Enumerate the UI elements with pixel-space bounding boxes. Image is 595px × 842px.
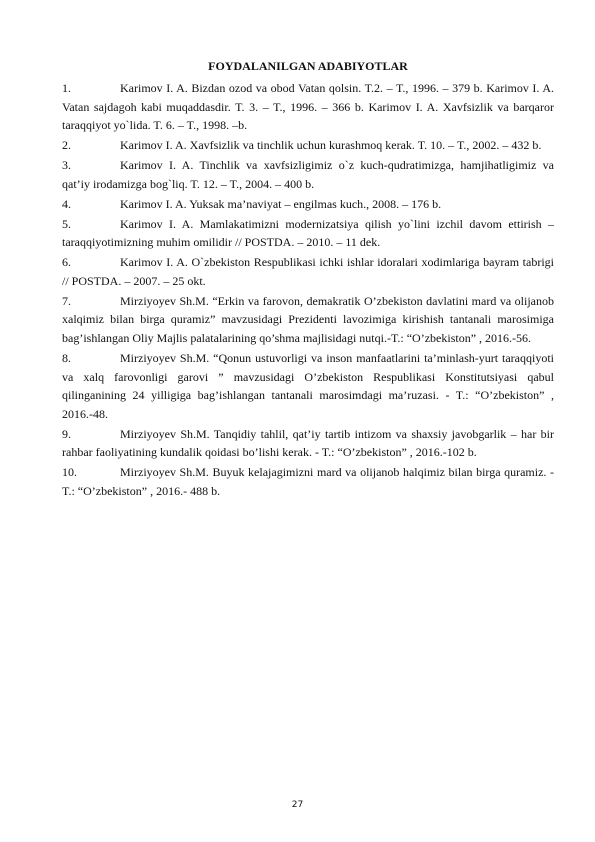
reference-number: 10.	[62, 465, 77, 480]
reference-text: Mirziyoyev Sh.M. “Erkin va farovon, demakratik O’zbekiston davlatini mard va olijanob xalqimiz bilan birga quramiz” mavzusidagi Prezidenti lavozimiga kirishish tantanali marosimiga bag’ishlangan Oliy Majlis palatalarining qo’shma majlisidagi nutqi.-T.: “O’zbekiston” , 2016.-56.	[62, 293, 554, 346]
reference-number: 3.	[62, 158, 71, 173]
reference-text: Karimov I. A. Bizdan ozod va obod Vatan qolsin. T.2. – T., 1996. – 379 b. Karimov I. A. Vatan sajdagoh kabi muqaddasdir. T. 3. – T., 1996. – 366 b. Karimov I. A. Xavfsizlik va barqaror taraqqiyot yo`lida. T. 6. – T., 1998. –b.	[62, 81, 554, 133]
reference-number: 8.	[62, 351, 71, 366]
reference-text: Karimov I. A. O`zbekiston Respublikasi ichki ishlar idoralari xodimlariga bayram tabrigi // POSTDA. – 2007. – 25 okt.	[62, 255, 554, 288]
reference-item	[62, 136, 554, 155]
reference-item	[62, 79, 554, 135]
reference-number: 6.	[62, 255, 71, 270]
reference-item	[62, 156, 554, 193]
reference-number: 9.	[62, 426, 71, 441]
reference-item	[62, 215, 554, 252]
reference-number: 5.	[62, 216, 71, 231]
reference-item	[62, 463, 554, 500]
reference-text: Karimov I. A. Mamlakatimizni modernizatsiya qilish yo`lini izchil davom ettirish – taraqqiyotimizning muhim omilidir // POSTDA. – 2010. – 11 dek.	[62, 216, 554, 250]
page-title: FOYDALANILGAN ADABIYOTLAR	[208, 59, 408, 73]
reference-text: Mirziyoyev Sh.M. Tanqidiy tahlil, qat’iy tartib intizom va shaxsiy javobgarlik – har bir rahbar faoliyatining kundalik qoidasi bo’lishi kerak. - T.: “O’zbekiston” , 2016.-102 b.	[62, 426, 554, 460]
reference-item	[62, 195, 554, 214]
reference-item	[62, 349, 554, 423]
reference-text: Karimov I. A. Xavfsizlik va tinchlik uchun kurashmoq kerak. T. 10. – T., 2002. – 432 b.	[120, 138, 542, 153]
reference-number: 4.	[62, 196, 71, 211]
reference-item	[62, 425, 554, 462]
reference-number: 2.	[62, 138, 71, 153]
reference-text: Karimov I. A. Yuksak ma’naviyat – engilmas kuch., 2008. – 176 b.	[120, 196, 442, 211]
reference-number: 1.	[62, 81, 71, 95]
reference-text: Mirziyoyev Sh.M. “Qonun ustuvorligi va inson manfaatlarini ta’minlash-yurt taraqqiyoti va xalq farovonligi garovi ” mavzusidagi O’zbekiston Respublikasi Konstitutsiyasi qabul qilinganining 24 yilligiga bag’ishlangan tantanali marosimdagi ma’ruzasi. - T.: “O’zbekiston” , 2016.-48.	[62, 351, 554, 421]
page-number: 27	[291, 800, 304, 810]
reference-item	[62, 292, 554, 348]
reference-number: 7.	[62, 293, 71, 308]
reference-text: Karimov I. A. Tinchlik va xavfsizligimiz o`z kuch-qudratimizga, hamjihatligimiz va qat’iy irodamizga bog`liq. T. 12. – T., 2004. – 400 b.	[62, 158, 554, 191]
reference-list	[62, 79, 554, 502]
reference-item	[62, 253, 554, 290]
reference-text: Mirziyoyev Sh.M. Buyuk kelajagimizni mard va olijanob halqimiz bilan birga quramiz. - T.: “O’zbekiston” , 2016.- 488 b.	[62, 465, 554, 498]
